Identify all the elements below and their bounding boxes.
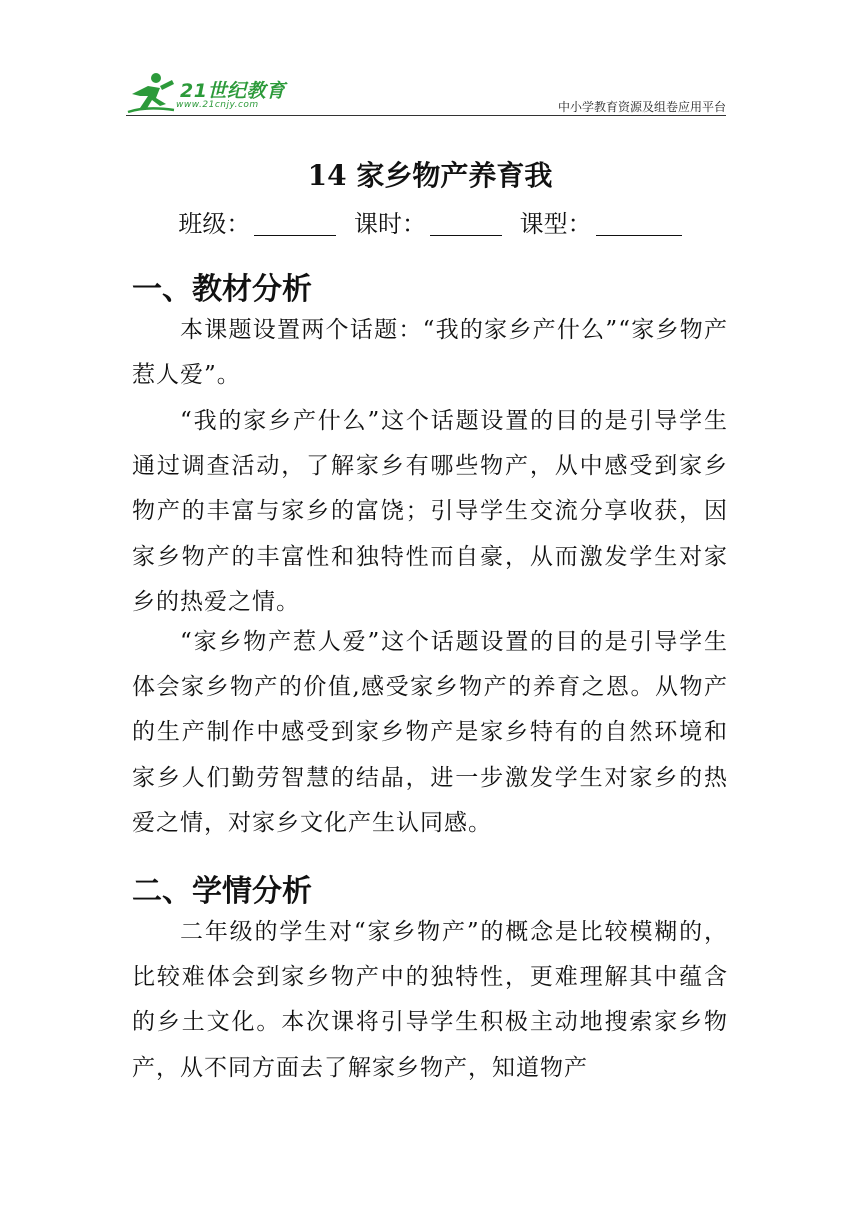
- class-label: 班级：: [178, 210, 251, 238]
- period-blank: [430, 211, 502, 236]
- runner-logo-icon: [126, 70, 180, 116]
- paragraph: “我的家乡产什么”这个话题设置的目的是引导学生通过调查活动，了解家乡有哪些物产，从中感受到家乡物产的丰富与家乡的富饶；引导学生交流分享收获，因家乡物产的丰富性和独特性而自豪，从而激发学生对家乡的热爱之情。: [132, 408, 728, 615]
- logo-url: www.21cnjy.com: [176, 100, 259, 110]
- type-label: 课型：: [519, 210, 592, 238]
- header-divider: [126, 115, 726, 116]
- logo: [126, 70, 296, 116]
- lesson-title: 14 家乡物产养育我: [307, 159, 553, 192]
- page-header: [126, 64, 726, 116]
- lesson-meta-line: [0, 204, 860, 239]
- paragraph: 本课题设置两个话题：“我的家乡产什么”“家乡物产惹人爱”。: [132, 317, 728, 389]
- logo-text: 21世纪教育: [180, 80, 286, 102]
- type-blank: [596, 211, 682, 236]
- paragraph: 二年级的学生对“家乡物产”的概念是比较模糊的，比较难体会到家乡物产中的独特性，更难理解其中蕴含的乡土文化。本次课将引导学生积极主动地搜索家乡物产，从不同方面去了解家乡物产，知道物产: [132, 919, 728, 1081]
- period-label: 课时：: [354, 210, 426, 238]
- section-heading-learner-analysis: 二、学情分析: [132, 874, 312, 909]
- section-heading-textbook-analysis: 一、教材分析: [132, 272, 312, 307]
- class-blank: [254, 211, 336, 236]
- platform-tagline: 中小学教育资源及组卷应用平台: [557, 100, 726, 114]
- paragraph: “家乡物产惹人爱”这个话题设置的目的是引导学生体会家乡物产的价值,感受家乡物产的养育之恩。从物产的生产制作中感受到家乡物产是家乡特有的自然环境和家乡人们勤劳智慧的结晶，进一步激发学生对家乡的热爱之情，对家乡文化产生认同感。: [132, 629, 728, 836]
